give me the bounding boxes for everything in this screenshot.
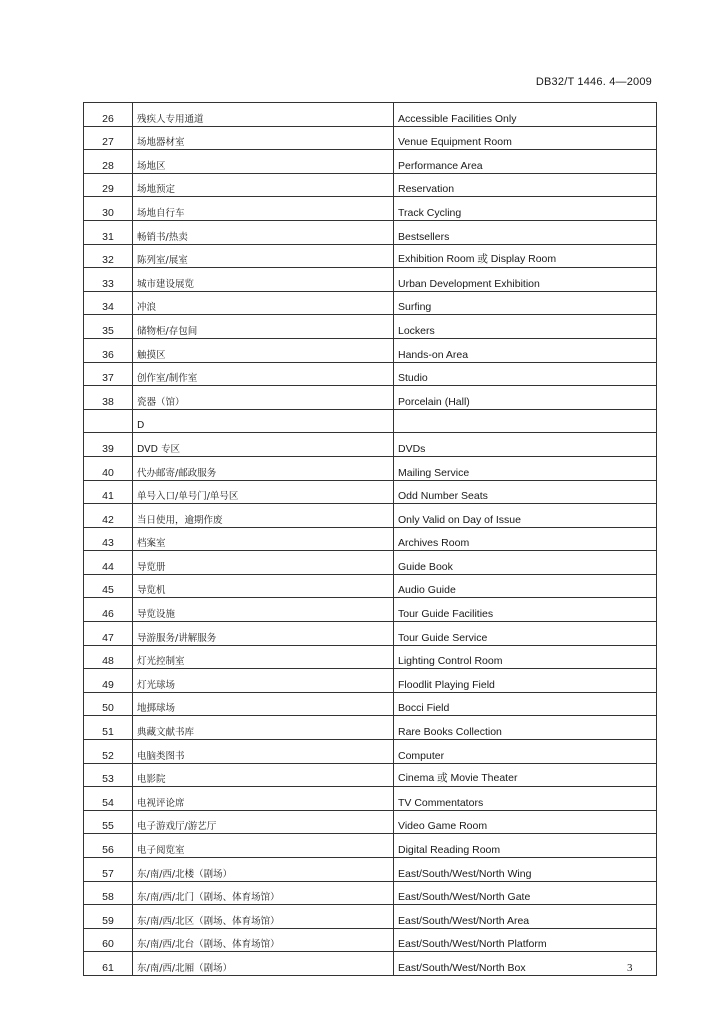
term-number: 41 bbox=[84, 480, 133, 504]
chinese-term: D bbox=[133, 409, 394, 433]
english-term: Studio bbox=[394, 362, 657, 386]
chinese-term: 导览册 bbox=[133, 551, 394, 575]
english-term: Guide Book bbox=[394, 551, 657, 575]
english-term: East/South/West/North Area bbox=[394, 905, 657, 929]
term-number: 53 bbox=[84, 763, 133, 787]
term-number: 26 bbox=[84, 103, 133, 127]
english-term: East/South/West/North Box bbox=[394, 952, 657, 976]
term-number: 38 bbox=[84, 386, 133, 410]
english-term: Tour Guide Service bbox=[394, 622, 657, 646]
english-term: Mailing Service bbox=[394, 456, 657, 480]
term-number: 59 bbox=[84, 905, 133, 929]
table-row bbox=[84, 810, 657, 834]
table-row bbox=[84, 740, 657, 764]
chinese-term: DVD 专区 bbox=[133, 433, 394, 457]
english-term: Floodlit Playing Field bbox=[394, 669, 657, 693]
english-term: Rare Books Collection bbox=[394, 716, 657, 740]
english-term: TV Commentators bbox=[394, 787, 657, 811]
english-term: Odd Number Seats bbox=[394, 480, 657, 504]
table-row bbox=[84, 220, 657, 244]
english-term: Lockers bbox=[394, 315, 657, 339]
chinese-term: 残疾人专用通道 bbox=[133, 103, 394, 127]
english-term: Bestsellers bbox=[394, 220, 657, 244]
table-row bbox=[84, 881, 657, 905]
chinese-term: 场地预定 bbox=[133, 173, 394, 197]
chinese-term: 导览设施 bbox=[133, 598, 394, 622]
chinese-term: 典藏文献书库 bbox=[133, 716, 394, 740]
term-number: 56 bbox=[84, 834, 133, 858]
english-term: Archives Room bbox=[394, 527, 657, 551]
term-number: 28 bbox=[84, 150, 133, 174]
table-row bbox=[84, 126, 657, 150]
terms-table-body bbox=[84, 103, 657, 976]
term-number: 31 bbox=[84, 220, 133, 244]
chinese-term: 东/南/西/北区（剧场、体育场馆） bbox=[133, 905, 394, 929]
table-row bbox=[84, 456, 657, 480]
chinese-term: 储物柜/存包间 bbox=[133, 315, 394, 339]
chinese-term: 场地自行车 bbox=[133, 197, 394, 221]
term-number: 50 bbox=[84, 692, 133, 716]
chinese-term: 单号入口/单号门/单号区 bbox=[133, 480, 394, 504]
chinese-term: 灯光控制室 bbox=[133, 645, 394, 669]
table-row bbox=[84, 504, 657, 528]
chinese-term: 地掷球场 bbox=[133, 692, 394, 716]
chinese-term: 畅销书/热卖 bbox=[133, 220, 394, 244]
english-term: Surfing bbox=[394, 291, 657, 315]
chinese-term: 导游服务/讲解服务 bbox=[133, 622, 394, 646]
term-number: 36 bbox=[84, 338, 133, 362]
table-row bbox=[84, 268, 657, 292]
chinese-term: 导览机 bbox=[133, 574, 394, 598]
chinese-term: 电脑类图书 bbox=[133, 740, 394, 764]
term-number: 51 bbox=[84, 716, 133, 740]
chinese-term: 创作室/制作室 bbox=[133, 362, 394, 386]
table-row bbox=[84, 197, 657, 221]
table-row bbox=[84, 716, 657, 740]
table-row bbox=[84, 362, 657, 386]
term-number: 32 bbox=[84, 244, 133, 268]
terms-table bbox=[83, 102, 657, 976]
english-term: Hands-on Area bbox=[394, 338, 657, 362]
term-number: 29 bbox=[84, 173, 133, 197]
term-number: 46 bbox=[84, 598, 133, 622]
table-row bbox=[84, 598, 657, 622]
table-row bbox=[84, 338, 657, 362]
term-number: 45 bbox=[84, 574, 133, 598]
term-number: 55 bbox=[84, 810, 133, 834]
english-term: DVDs bbox=[394, 433, 657, 457]
term-number: 35 bbox=[84, 315, 133, 339]
chinese-term: 东/南/西/北门（剧场、体育场馆） bbox=[133, 881, 394, 905]
english-term: East/South/West/North Gate bbox=[394, 881, 657, 905]
table-row bbox=[84, 858, 657, 882]
chinese-term: 陈列室/展室 bbox=[133, 244, 394, 268]
table-row bbox=[84, 763, 657, 787]
table-row bbox=[84, 787, 657, 811]
term-number: 58 bbox=[84, 881, 133, 905]
english-term: Cinema 或 Movie Theater bbox=[394, 763, 657, 787]
chinese-term: 灯光球场 bbox=[133, 669, 394, 693]
term-number: 48 bbox=[84, 645, 133, 669]
english-term: Venue Equipment Room bbox=[394, 126, 657, 150]
english-term: Lighting Control Room bbox=[394, 645, 657, 669]
term-number: 44 bbox=[84, 551, 133, 575]
term-number: 60 bbox=[84, 928, 133, 952]
table-row bbox=[84, 150, 657, 174]
chinese-term: 冲浪 bbox=[133, 291, 394, 315]
table-row bbox=[84, 551, 657, 575]
term-number: 43 bbox=[84, 527, 133, 551]
table-row bbox=[84, 905, 657, 929]
term-number: 40 bbox=[84, 456, 133, 480]
table-row bbox=[84, 527, 657, 551]
chinese-term: 电影院 bbox=[133, 763, 394, 787]
table-row bbox=[84, 103, 657, 127]
chinese-term: 城市建设展览 bbox=[133, 268, 394, 292]
chinese-term: 场地区 bbox=[133, 150, 394, 174]
term-number: 42 bbox=[84, 504, 133, 528]
table-row bbox=[84, 645, 657, 669]
table-row bbox=[84, 622, 657, 646]
table-row bbox=[84, 315, 657, 339]
term-number: 57 bbox=[84, 858, 133, 882]
table-row bbox=[84, 928, 657, 952]
chinese-term: 电子游戏厅/游艺厅 bbox=[133, 810, 394, 834]
table-row bbox=[84, 669, 657, 693]
table-row bbox=[84, 244, 657, 268]
table-row bbox=[84, 480, 657, 504]
term-number: 33 bbox=[84, 268, 133, 292]
table-row bbox=[84, 409, 657, 433]
chinese-term: 当日使用，逾期作废 bbox=[133, 504, 394, 528]
english-term bbox=[394, 409, 657, 433]
english-term: Track Cycling bbox=[394, 197, 657, 221]
table-row bbox=[84, 692, 657, 716]
english-term: Video Game Room bbox=[394, 810, 657, 834]
english-term: Audio Guide bbox=[394, 574, 657, 598]
table-row bbox=[84, 952, 657, 976]
english-term: East/South/West/North Wing bbox=[394, 858, 657, 882]
english-term: Only Valid on Day of Issue bbox=[394, 504, 657, 528]
page-number: 3 bbox=[627, 962, 633, 974]
chinese-term: 代办邮寄/邮政服务 bbox=[133, 456, 394, 480]
term-number: 54 bbox=[84, 787, 133, 811]
term-number: 61 bbox=[84, 952, 133, 976]
english-term: Computer bbox=[394, 740, 657, 764]
chinese-term: 电视评论席 bbox=[133, 787, 394, 811]
chinese-term: 触摸区 bbox=[133, 338, 394, 362]
english-term: Accessible Facilities Only bbox=[394, 103, 657, 127]
document-code: DB32/T 1446. 4—2009 bbox=[535, 76, 652, 88]
chinese-term: 场地器材室 bbox=[133, 126, 394, 150]
english-term: Bocci Field bbox=[394, 692, 657, 716]
english-term: Tour Guide Facilities bbox=[394, 598, 657, 622]
table-row bbox=[84, 433, 657, 457]
term-number: 47 bbox=[84, 622, 133, 646]
term-number: 49 bbox=[84, 669, 133, 693]
term-number: 39 bbox=[84, 433, 133, 457]
chinese-term: 东/南/西/北厢（剧场） bbox=[133, 952, 394, 976]
chinese-term: 东/南/西/北台（剧场、体育场馆） bbox=[133, 928, 394, 952]
chinese-term: 东/南/西/北楼（剧场） bbox=[133, 858, 394, 882]
chinese-term: 瓷器（馆） bbox=[133, 386, 394, 410]
term-number: 30 bbox=[84, 197, 133, 221]
term-number: 27 bbox=[84, 126, 133, 150]
english-term: Porcelain (Hall) bbox=[394, 386, 657, 410]
english-term: Reservation bbox=[394, 173, 657, 197]
english-term: Performance Area bbox=[394, 150, 657, 174]
english-term: East/South/West/North Platform bbox=[394, 928, 657, 952]
chinese-term: 电子阅览室 bbox=[133, 834, 394, 858]
table-row bbox=[84, 386, 657, 410]
table-row bbox=[84, 291, 657, 315]
term-number: 37 bbox=[84, 362, 133, 386]
table-row bbox=[84, 574, 657, 598]
term-number bbox=[84, 409, 133, 433]
english-term: Digital Reading Room bbox=[394, 834, 657, 858]
english-term: Urban Development Exhibition bbox=[394, 268, 657, 292]
chinese-term: 档案室 bbox=[133, 527, 394, 551]
table-row bbox=[84, 834, 657, 858]
term-number: 34 bbox=[84, 291, 133, 315]
table-row bbox=[84, 173, 657, 197]
term-number: 52 bbox=[84, 740, 133, 764]
english-term: Exhibition Room 或 Display Room bbox=[394, 244, 657, 268]
